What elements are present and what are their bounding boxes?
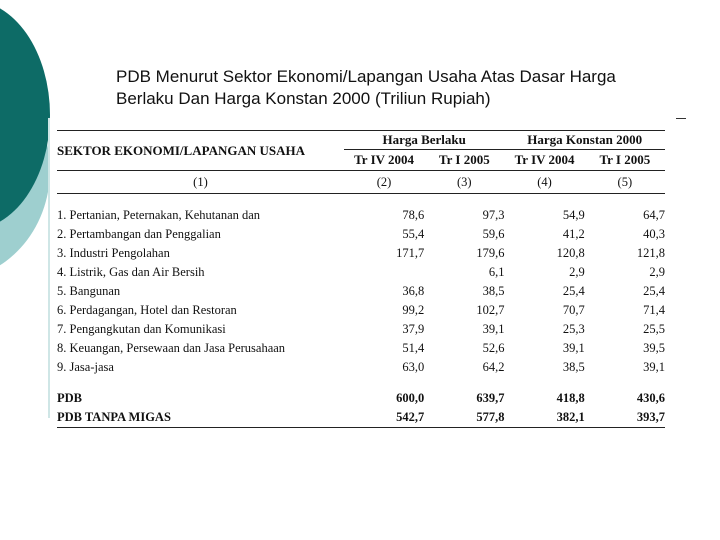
total-row-pdb <box>57 389 665 408</box>
total-value: 639,7 <box>476 391 505 405</box>
table-row <box>57 358 665 377</box>
cell-value: 71,4 <box>643 303 665 317</box>
table-row <box>57 206 665 225</box>
subheader-col-3: Tr I 2005 <box>438 152 490 167</box>
decorative-line <box>48 118 50 418</box>
cell-value: 25,4 <box>562 284 585 298</box>
cell-value: 40,3 <box>643 227 665 241</box>
row-label: 2. Pertambangan dan Penggalian <box>57 227 221 241</box>
total-value: 577,8 <box>476 410 505 424</box>
row-label: 7. Pengangkutan dan Komunikasi <box>57 322 226 336</box>
cell-value: 59,6 <box>482 227 505 241</box>
slide-title-line-1: PDB Menurut Sektor Ekonomi/Lapangan Usaha Atas Dasar Harga <box>116 67 616 86</box>
cell-value <box>344 263 424 282</box>
cell-value: 25,3 <box>562 322 585 336</box>
total-value: 418,8 <box>556 391 585 405</box>
table-row <box>57 282 665 301</box>
cell-value: 78,6 <box>402 208 425 222</box>
cell-value: 51,4 <box>402 341 425 355</box>
cell-value: 121,8 <box>636 246 665 260</box>
column-number-4: (4) <box>537 174 552 189</box>
subheader-col-4: Tr IV 2004 <box>514 152 575 167</box>
cell-value: 99,2 <box>402 303 425 317</box>
column-number-1: (1) <box>193 174 208 189</box>
table-row <box>57 225 665 244</box>
cell-value: 102,7 <box>476 303 505 317</box>
cell-value: 38,5 <box>482 284 505 298</box>
cell-value: 38,5 <box>562 360 585 374</box>
row-label: 3. Industri Pengolahan <box>57 246 170 260</box>
cell-value: 54,9 <box>562 208 585 222</box>
cell-value: 2,9 <box>569 265 585 279</box>
cell-value: 39,1 <box>482 322 505 336</box>
cell-value: 41,2 <box>562 227 585 241</box>
cell-value: 36,8 <box>402 284 425 298</box>
table-row <box>57 301 665 320</box>
header-sector: SEKTOR EKONOMI/LAPANGAN USAHA <box>57 142 305 158</box>
total-row-pdb-tanpa-migas <box>57 408 665 428</box>
row-label: 4. Listrik, Gas dan Air Bersih <box>57 265 205 279</box>
row-label: 1. Pertanian, Peternakan, Kehutanan dan <box>57 208 261 222</box>
cell-value: 52,6 <box>482 341 505 355</box>
total-value: 430,6 <box>636 391 665 405</box>
cell-value: 39,5 <box>643 341 665 355</box>
cell-value: 37,9 <box>402 322 425 336</box>
row-label: 5. Bangunan <box>57 284 121 298</box>
total-label: PDB TANPA MIGAS <box>57 410 171 424</box>
cell-value: 25,5 <box>643 322 665 336</box>
slide-title-line-2: Berlaku Dan Harga Konstan 2000 (Triliun Rupiah) <box>116 89 491 108</box>
cell-value: 97,3 <box>482 208 505 222</box>
cell-value: 55,4 <box>402 227 425 241</box>
row-label: 8. Keuangan, Persewaan dan Jasa Perusahaan <box>57 341 286 355</box>
cell-value: 64,2 <box>482 360 505 374</box>
total-value: 393,7 <box>636 410 665 424</box>
row-label: 9. Jasa-jasa <box>57 360 114 374</box>
total-value: 542,7 <box>396 410 425 424</box>
table-row <box>57 244 665 263</box>
row-label: 6. Perdagangan, Hotel dan Restoran <box>57 303 237 317</box>
cell-value: 120,8 <box>556 246 585 260</box>
cell-value: 39,1 <box>562 341 585 355</box>
cell-value: 2,9 <box>649 265 665 279</box>
cell-value: 179,6 <box>476 246 505 260</box>
gdp-table <box>57 130 665 450</box>
cell-value: 70,7 <box>562 303 585 317</box>
total-label: PDB <box>57 391 82 405</box>
title-dash <box>676 118 686 119</box>
table-row <box>57 263 665 282</box>
cell-value: 171,7 <box>396 246 425 260</box>
cell-value: 39,1 <box>643 360 665 374</box>
cell-value: 64,7 <box>643 208 665 222</box>
total-value: 382,1 <box>556 410 585 424</box>
header-harga-konstan: Harga Konstan 2000 <box>504 131 665 150</box>
subheader-col-5: Tr I 2005 <box>599 152 651 167</box>
cell-value: 6,1 <box>488 265 505 279</box>
table-row <box>57 339 665 358</box>
total-value: 600,0 <box>396 391 425 405</box>
slide-title <box>116 66 676 110</box>
cell-value: 25,4 <box>643 284 665 298</box>
column-number-5: (5) <box>617 174 633 189</box>
column-number-2: (2) <box>376 174 392 189</box>
subheader-col-2: Tr IV 2004 <box>354 152 415 167</box>
column-number-3: (3) <box>457 174 472 189</box>
table-row <box>57 320 665 339</box>
cell-value: 63,0 <box>402 360 425 374</box>
header-harga-berlaku: Harga Berlaku <box>344 131 505 150</box>
